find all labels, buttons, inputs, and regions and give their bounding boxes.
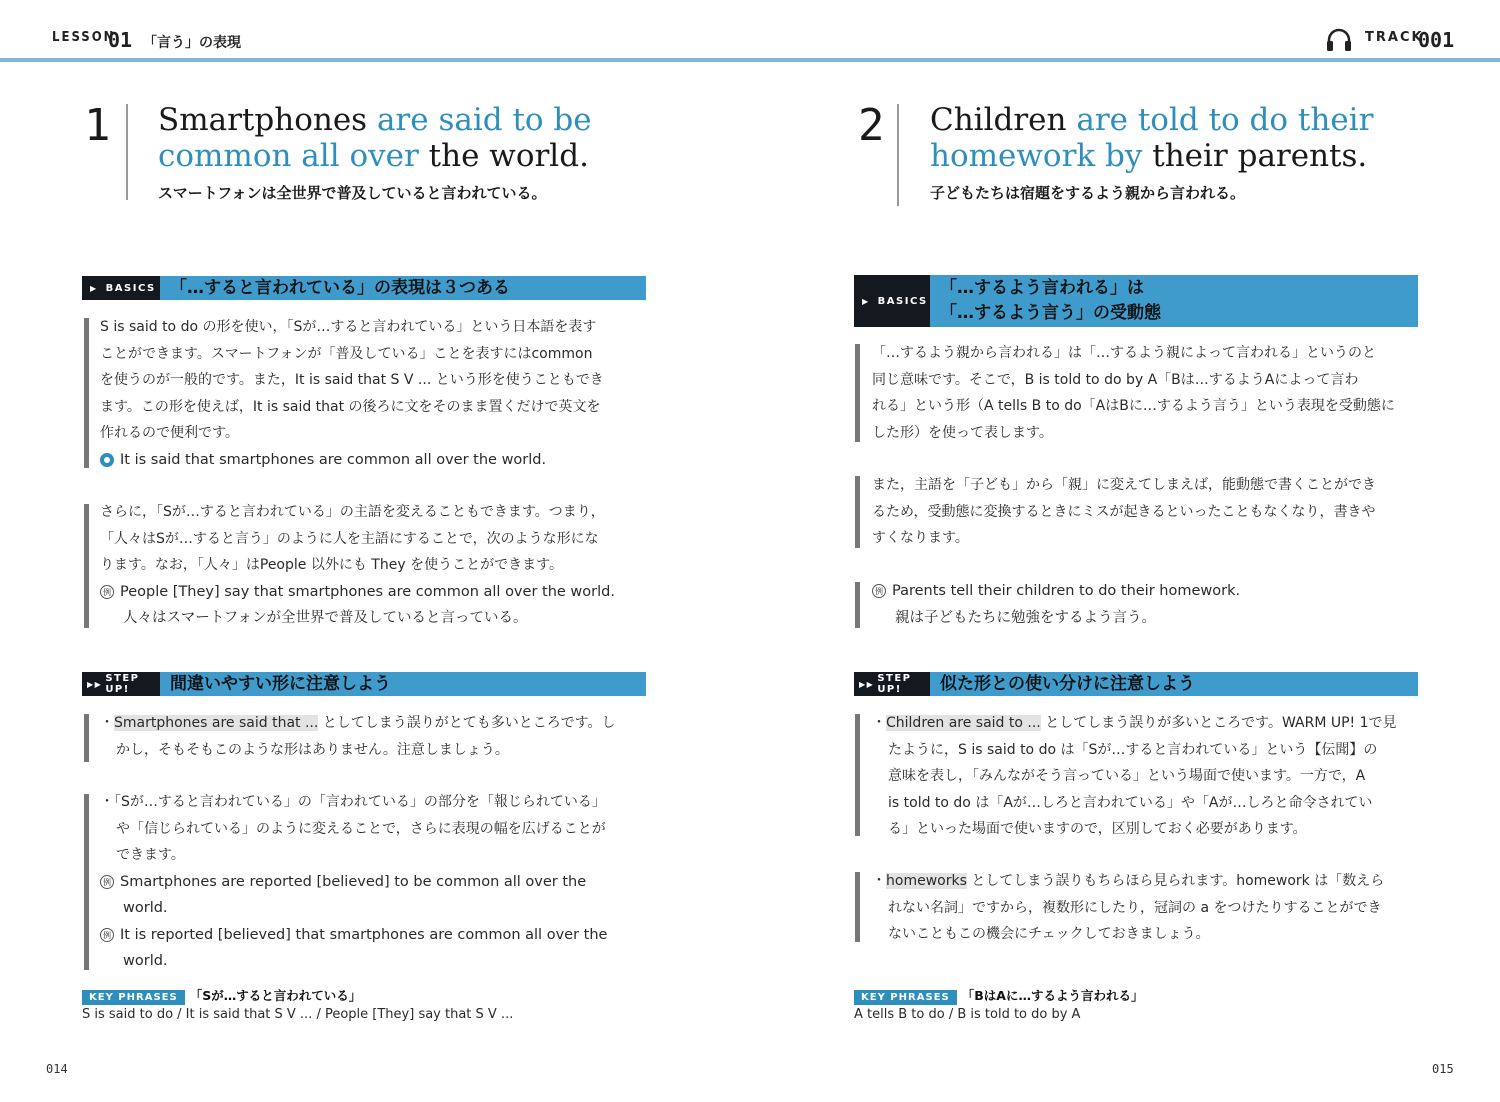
sentence-number: 1 xyxy=(84,100,111,151)
example-icon: 例 xyxy=(872,584,886,598)
headphones-icon xyxy=(1326,28,1352,52)
basics-tag: ▶ BASICS xyxy=(82,276,160,300)
page-number: 015 xyxy=(1432,1062,1454,1076)
stepup-tag: ▶▶ STEP UP! xyxy=(82,672,160,696)
example-icon: 例 xyxy=(100,928,114,942)
paragraph-bar xyxy=(855,582,860,628)
japanese-translation: 子どもたちは宿題をするよう親から言われる。 xyxy=(930,184,1246,202)
lesson-number: 01 xyxy=(108,28,133,52)
japanese-translation: スマートフォンは全世界で普及していると言われている。 xyxy=(158,184,547,202)
paragraph-bar xyxy=(84,714,89,762)
note: ・homeworks としてしまう誤りもちらほら見られます。homework は「数えら れない名詞」ですから，複数形にしたり，冠詞の a をつけたりすることができ ないこともこの機会にチェックしておきましょう。 xyxy=(872,873,1385,942)
sentence-number: 2 xyxy=(858,100,885,151)
paragraph-bar xyxy=(855,476,860,548)
stepup-tag: ▶▶ STEP UP! xyxy=(854,672,930,696)
paragraph: 「…するよう親から言われる」は「…するよう親によって言われる」というのと 同じ意味です。そこで，B is told to do by A「Bは…するようAによって言わ れる」という形（A tells B to do「AはBに…するよう言う」という表現を受動態に した形）を使って表します。 xyxy=(872,345,1395,441)
key-phrases-tag: KEY PHRASES xyxy=(82,990,185,1005)
basics-title: 「…すると言われている」の表現は３つある xyxy=(170,278,510,298)
paragraph-bar xyxy=(855,872,860,942)
header-rule xyxy=(0,58,1500,62)
key-phrases-title: 「Sが…すると言われている」 xyxy=(189,988,362,1003)
paragraph-bar xyxy=(84,318,89,468)
note: ・Smartphones are said that ... としてしまう誤りがとても多いところです。し かし，そもそもこのような形はありません。注意しましょう。 xyxy=(100,715,616,758)
example: 例 Parents tell their children to do their homework. 親は子どもたちに勉強をするよう言う。 xyxy=(872,578,1418,631)
note: ・「Sが…すると言われている」の「言われている」の部分を「報じられている」 や「信じられている」のように変えることで，さらに表現の幅を広げることが できます。 例 Smartphones are reported [believed] to be common all over the world. 例 It is reported [believed] that smartphones are common all over the world. xyxy=(100,794,608,969)
lesson-title: 「言う」の表現 xyxy=(143,35,241,51)
divider xyxy=(126,104,128,200)
bullet-icon xyxy=(100,453,114,467)
paragraph: さらに，「Sが…すると言われている」の主語を変えることもできます。つまり， 「人々はSが…すると言う」のように人を主語にすることで，次のような形にな ります。なお，「人々」はPeople 以外にも They を使うことができます。 例 People [They] say that smartphones are common all over the world. 人々はスマートフォンが全世界で普及していると言っている。 xyxy=(100,504,615,626)
key-phrases xyxy=(82,985,361,1004)
paragraph-bar xyxy=(84,794,89,970)
example-icon: 例 xyxy=(100,875,114,889)
basics-tag: ▶ BASICS xyxy=(854,275,930,327)
key-phrases-tag: KEY PHRASES xyxy=(854,990,957,1005)
track-number: 001 xyxy=(1418,28,1455,52)
paragraph-bar xyxy=(855,344,860,442)
note: ・Children are said to ... としてしまう誤りが多いところです。WARM UP! 1で見 たように，S is said to do は「Sが…すると言われている」という【伝聞】の 意味を表し，「みんながそう言っている」という場面で使います。一方で，A is told to do は「Aが…しろと言われている」や「Aが…しろと命令されてい る」といった場面で使いますので，区別しておく必要があります。 xyxy=(872,715,1397,837)
paragraph: また，主語を「子ども」から「親」に変えてしまえば，能動態で書くことができ るため，受動態に変換するときにミスが起きるといったこともなくなり，書きや すくなります。 xyxy=(872,477,1376,546)
stepup-title: 間違いやすい形に注意しよう xyxy=(170,674,391,694)
paragraph-bar xyxy=(84,504,89,628)
paragraph-bar xyxy=(855,714,860,836)
english-sentence: Children are told to do their homework by their parents. xyxy=(930,102,1374,174)
page-number: 014 xyxy=(46,1062,68,1076)
lesson-label: LESSON xyxy=(52,30,116,45)
basics-title: 「…するよう言われる」は 「…するよう言う」の受動態 xyxy=(940,278,1161,323)
track-label: TRACK xyxy=(1365,30,1424,45)
key-phrases-line: A tells B to do / B is told to do by A xyxy=(854,1007,1081,1022)
key-phrases-line: S is said to do / It is said that S V ... / People [They] say that S V ... xyxy=(82,1007,514,1022)
paragraph: S is said to do の形を使い，「Sが…すると言われている」という日本語を表す ことができます。スマートフォンが「普及している」ことを表すにはcommon を使うのが一般的です。また，It is said that S V ... という形を使うこともでき ます。この形を使えば，It is said that の後ろに文をそのまま置くだけで英文を 作れるので便利です。 It is said that smartphones are common all over the world. xyxy=(100,319,604,468)
stepup-title: 似た形との使い分けに注意しよう xyxy=(940,674,1195,694)
example-icon: 例 xyxy=(100,585,114,599)
divider xyxy=(897,104,899,206)
key-phrases xyxy=(854,985,1143,1004)
key-phrases-title: 「BはAに…するよう言われる」 xyxy=(961,988,1144,1003)
english-sentence: Smartphones are said to be common all over the world. xyxy=(158,102,592,174)
